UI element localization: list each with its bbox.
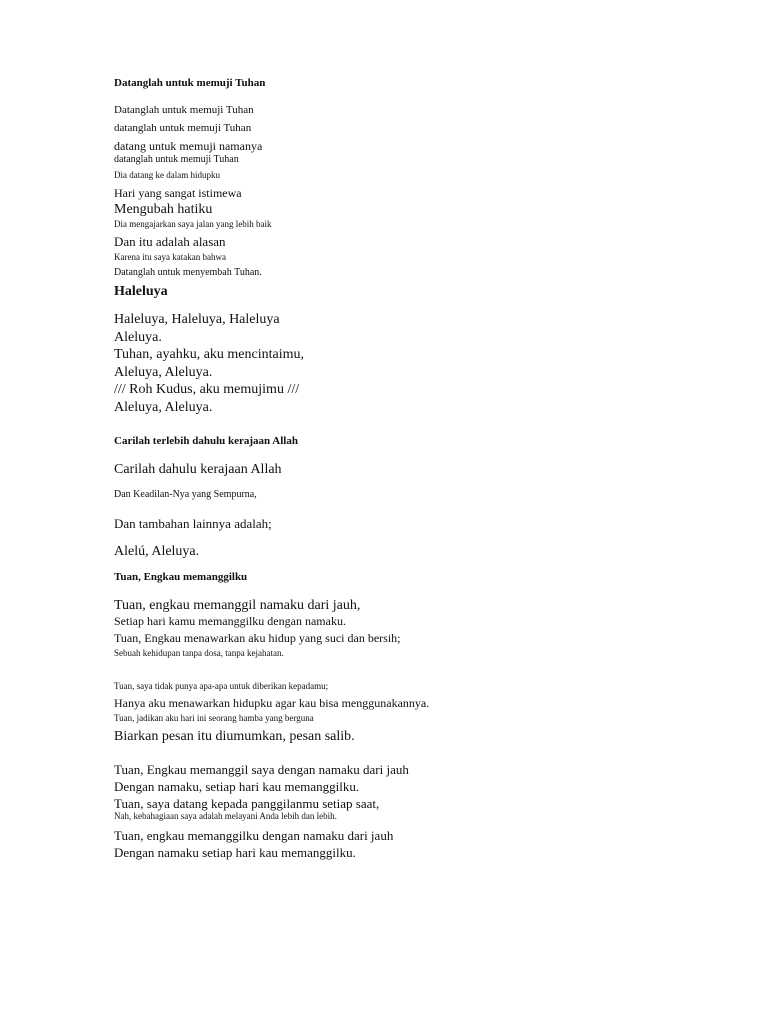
lyric-line: Sebuah kehidupan tanpa dosa, tanpa kejahatan.: [114, 648, 284, 658]
lyric-line: Tuan, saya tidak punya apa-apa untuk diberikan kepadamu;: [114, 681, 329, 691]
lyric-line: datanglah untuk memuji Tuhan: [114, 154, 239, 165]
lyric-line: Dan itu adalah alasan: [114, 234, 226, 249]
lyric-line: Datanglah untuk menyembah Tuhan.: [114, 267, 262, 278]
lyric-line: Tuan, jadikan aku hari ini seorang hamba yang berguna: [114, 713, 314, 723]
lyric-line: Karena itu saya katakan bahwa: [114, 252, 226, 262]
song-title: Haleluya: [114, 284, 168, 299]
lyric-line: Hanya aku menawarkan hidupku agar kau bisa menggunakannya.: [114, 696, 430, 710]
lyric-line: Aleluya.: [114, 330, 162, 345]
lyric-line: Dengan namaku setiap hari kau memanggilku.: [114, 845, 356, 860]
lyric-line: Aleluya, Aleluya.: [114, 400, 213, 415]
song-title: Datanglah untuk memuji Tuhan: [114, 77, 266, 89]
lyric-line: Aleluya, Aleluya.: [114, 365, 213, 380]
lyric-line: Tuan, Engkau menawarkan aku hidup yang suci dan bersih;: [114, 631, 401, 645]
lyric-line: Nah, kebahagiaan saya adalah melayani Anda lebih dan lebih.: [114, 811, 337, 821]
song-title: Tuan, Engkau memanggilku: [114, 571, 248, 583]
lyric-line: Biarkan pesan itu diumumkan, pesan salib.: [114, 729, 355, 744]
lyric-line: Tuan, Engkau memanggil saya dengan namaku dari jauh: [114, 762, 409, 777]
lyric-line: /// Roh Kudus, aku memujimu ///: [114, 382, 300, 397]
lyric-line: Dia datang ke dalam hidupku: [114, 170, 220, 180]
lyric-line: Dia mengajarkan saya jalan yang lebih baik: [114, 219, 272, 229]
lyric-line: Alelú, Aleluya.: [114, 544, 200, 559]
lyric-line: Dan Keadilan-Nya yang Sempurna,: [114, 489, 257, 500]
lyric-line: datanglah untuk memuji Tuhan: [114, 122, 252, 134]
lyric-line: Mengubah hatiku: [114, 202, 213, 217]
lyric-line: Tuan, engkau memanggilku dengan namaku dari jauh: [114, 828, 394, 843]
lyric-line: Tuan, engkau memanggil namaku dari jauh,: [114, 598, 361, 613]
lyric-line: Dengan namaku, setiap hari kau memanggilku.: [114, 779, 360, 794]
song-title: Carilah terlebih dahulu kerajaan Allah: [114, 435, 298, 447]
lyric-line: Haleluya, Haleluya, Haleluya: [114, 312, 280, 327]
lyric-line: Tuan, saya datang kepada panggilanmu setiap saat,: [114, 796, 380, 811]
lyric-line: Setiap hari kamu memanggilku dengan namaku.: [114, 614, 346, 628]
lyric-line: Datanglah untuk memuji Tuhan: [114, 104, 254, 116]
lyric-line: datang untuk memuji namanya: [114, 139, 263, 153]
lyric-line: Dan tambahan lainnya adalah;: [114, 516, 272, 531]
lyric-line: Tuhan, ayahku, aku mencintaimu,: [114, 347, 305, 362]
lyric-line: Carilah dahulu kerajaan Allah: [114, 462, 282, 477]
lyric-line: Hari yang sangat istimewa: [114, 186, 242, 200]
